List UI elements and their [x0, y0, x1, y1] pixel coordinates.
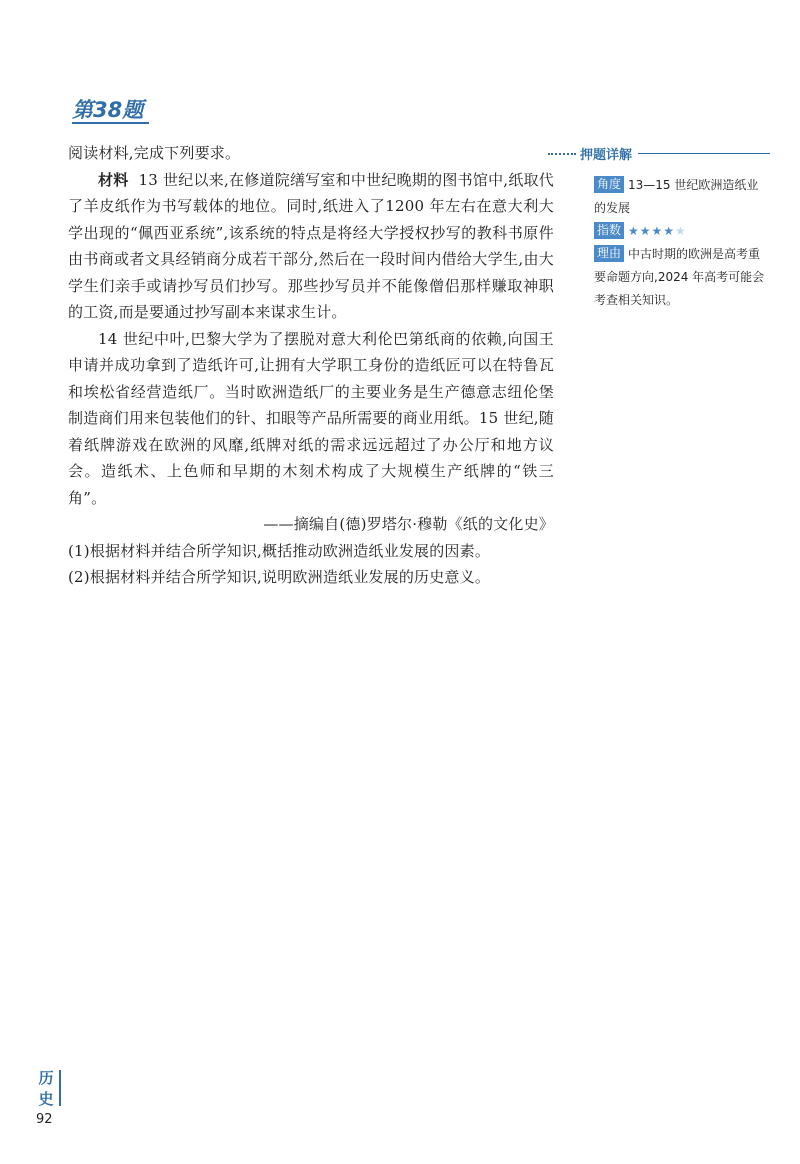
sidebar-heading: 押题详解: [580, 147, 633, 163]
source-citation: ——摘编自(德)罗塔尔·穆勒《纸的文化史》: [263, 515, 554, 533]
main-content: [68, 140, 554, 591]
prediction-sidebar: [548, 142, 770, 312]
angle-tag: 角度: [594, 176, 624, 193]
subject-divider: [59, 1070, 61, 1106]
header-rule: [638, 153, 770, 154]
material-text-1: 13 世纪以来,在修道院缮写室和中世纪晚期的图书馆中,纸取代了羊皮纸作为书写载体的地位。同时,纸进入了1200 年左右在意大利大学出现的“佩西亚系统”,该系统的特点是将经大学授权抄写的教科书原件由书商或者文具经销商分成若干部分,然后在一段时间内借给大学生,由大学生们亲手或请抄写员们抄写。那些抄写员并不能像僧侣那样赚取神职的工资,而是要通过抄写副本来谋求生计。: [68, 170, 554, 321]
dotted-leader: [548, 153, 576, 155]
index-row: [594, 220, 770, 243]
page-number: 92: [36, 1112, 53, 1127]
question-1: (1)根据材料并结合所学知识,概括推动欧洲造纸业发展的因素。: [68, 541, 491, 560]
reason-row: [594, 243, 770, 312]
angle-row: [594, 174, 770, 220]
rating-stars: [628, 224, 687, 238]
instruction-text: 阅读材料,完成下列要求。: [68, 144, 241, 162]
star-icon-filled: ★★★★: [628, 224, 676, 238]
reason-tag: 理由: [594, 245, 624, 262]
material-label: 材料: [98, 170, 129, 189]
subject-char-1: 历: [38, 1069, 54, 1087]
sidebar-body: [548, 174, 770, 312]
index-tag: 指数: [594, 222, 624, 239]
question-title: 第38题: [72, 98, 149, 124]
subject-char-2: 史: [38, 1090, 54, 1108]
material-paragraph-2: 14 世纪中叶,巴黎大学为了摆脱对意大利伦巴第纸商的依赖,向国王申请并成功拿到了造纸许可,让拥有大学职工身份的造纸匠可以在特鲁瓦和埃松省经营造纸厂。当时欧洲造纸厂的主要业务是生产德意志纽伦堡制造商们用来包装他们的针、扣眼等产品所需要的商业用纸。15 世纪,随着纸牌游戏在欧洲的风靡,纸牌对纸的需求远远超过了办公厅和地方议会。造纸术、上色师和早期的木刻术构成了大规模生产纸牌的“铁三角”。: [68, 329, 554, 507]
angle-text: 13—15 世纪欧洲造纸业的发展: [594, 178, 759, 215]
page-footer: [36, 1068, 66, 1127]
reason-text: 中古时期的欧洲是高考重要命题方向,2024 年高考可能会考查相关知识。: [594, 247, 765, 307]
question-2: (2)根据材料并结合所学知识,说明欧洲造纸业发展的历史意义。: [68, 568, 491, 586]
material-paragraph-1: [68, 167, 554, 326]
sidebar-header: [548, 142, 770, 164]
star-icon-empty: ★: [675, 224, 687, 238]
